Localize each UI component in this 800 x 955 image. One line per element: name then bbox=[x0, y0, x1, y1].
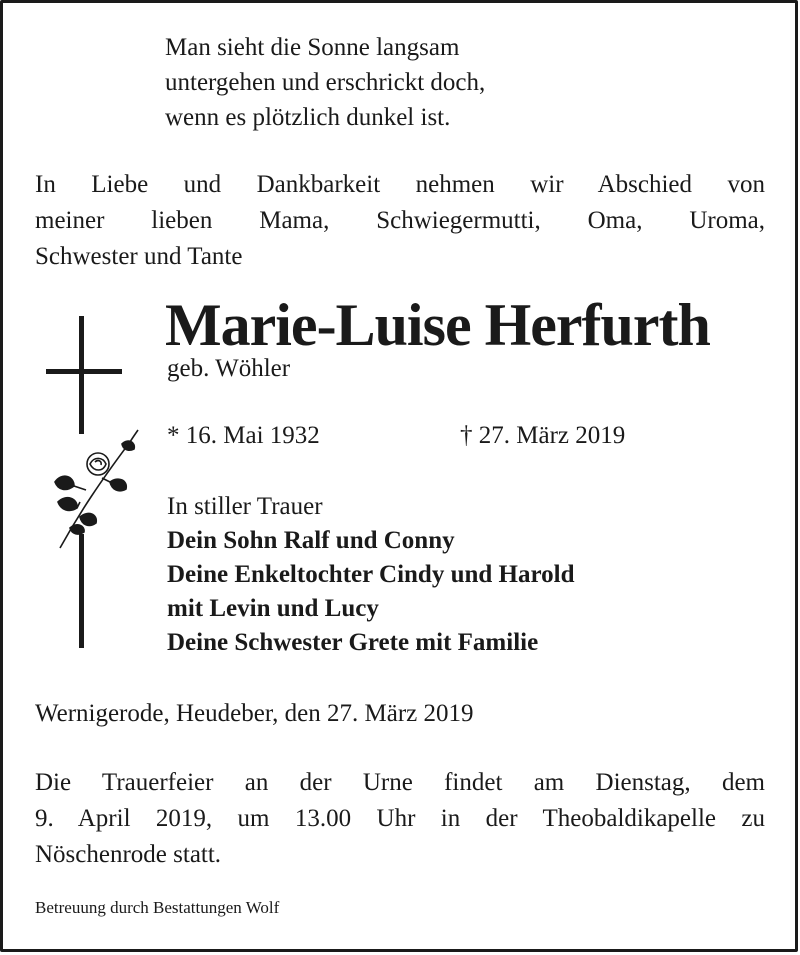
mourner-line: Deine Enkeltochter Cindy und Harold bbox=[167, 561, 575, 588]
mourner-line: Dein Sohn Ralf und Conny bbox=[167, 527, 455, 554]
intro-line: In Liebe und Dankbarkeit nehmen wir Abschied von bbox=[35, 171, 765, 198]
undertaker-credit: Betreuung durch Bestattungen Wolf bbox=[35, 898, 280, 917]
service-line: 9. April 2019, um 13.00 Uhr in der Theobaldikapelle zu bbox=[35, 805, 765, 832]
place-and-date: Wernigerode, Heudeber, den 27. März 2019 bbox=[35, 700, 474, 727]
birth-date: * 16. Mai 1932 bbox=[167, 422, 320, 449]
poem-line: Man sieht die Sonne langsam bbox=[165, 34, 460, 61]
service-line: Die Trauerfeier an der Urne findet am Dienstag, dem bbox=[35, 769, 765, 796]
intro-line: Schwester und Tante bbox=[35, 243, 243, 270]
intro-line: meiner lieben Mama, Schwiegermutti, Oma, Uroma, bbox=[35, 207, 765, 234]
cross-with-rose-icon bbox=[40, 312, 150, 652]
mourner-line: mit Levin und Lucy bbox=[167, 595, 379, 622]
deceased-name: Marie-Luise Herfurth bbox=[165, 292, 710, 358]
maiden-name: geb. Wöhler bbox=[167, 355, 291, 382]
death-date: † 27. März 2019 bbox=[460, 422, 626, 449]
service-info bbox=[35, 765, 765, 873]
mourner-line: Deine Schwester Grete mit Familie bbox=[167, 629, 539, 656]
poem-line: wenn es plötzlich dunkel ist. bbox=[165, 104, 451, 131]
service-line: Nöschenrode statt. bbox=[35, 841, 222, 868]
rose-icon bbox=[55, 430, 138, 548]
intro-text bbox=[35, 167, 765, 275]
poem-line: untergehen und erschrickt doch, bbox=[165, 69, 486, 96]
mourners-list bbox=[167, 490, 574, 660]
mourners-intro: In stiller Trauer bbox=[167, 493, 323, 520]
poem bbox=[165, 30, 485, 135]
